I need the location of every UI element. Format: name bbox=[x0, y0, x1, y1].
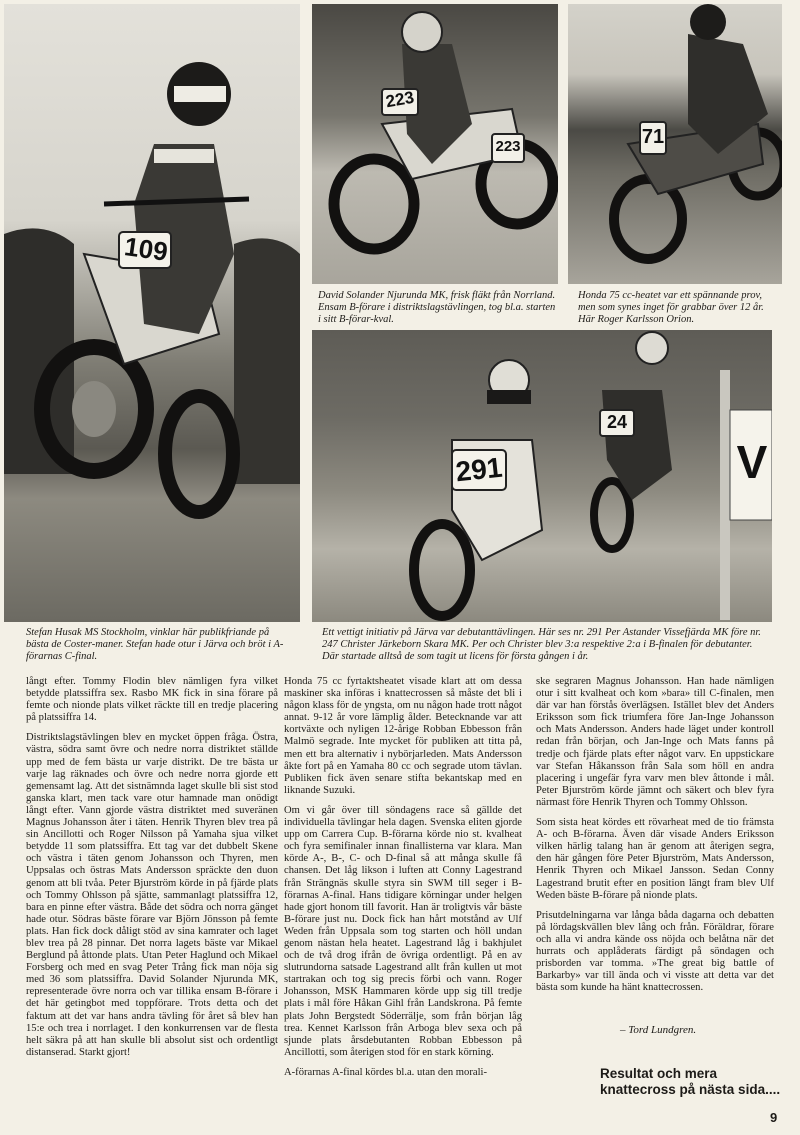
plate-223-number: 223 bbox=[384, 87, 416, 112]
caption-solander: David Solander Njurunda MK, frisk fläkt från Norrland. Ensam B-förare i distriktslagstävlingen, tog bl.a. starten i sitt B-förar-kval. bbox=[318, 290, 556, 325]
col2-paragraph: Om vi går över till söndagens race så gällde det individuella tävlingar hela dagen. Svenska eliten gjorde upp om Carrera Cup. B-förarna körde nio st. kvalheat och fyra semifinaler innan finallisterna var klara. Man körde A-, B-, C- och D-final så att många skulle få chansen. Det låg likson i luften att Conny Lagestrand från Strängnäs skulle styra sin SWM till seger i B-förarnas A-final. Hans tidigare körningar under helgen hade gjort honom till favorit. Han är troligtvis vår bäste B-förare just nu. Dock fick han hårt motstånd av Ulf Weden från Uppsala som tog starten och höll undan genom nästan hela heatet. Lagestrand låg i bakhjulet och de två drog ifrån de övriga ordentligt. På en av slutrundorna satsade Lagestrand allt från kullen ut mot startrakan och tog sig precis förbi och vann. Roger Johansson, MSK Hammaren körde upp sig till tredje plats i mål före Håkan Gihl från Landskrona. På femte plats John Bergstedt Söderrälje, som från början låg trea. Kennet Karlsson från Arboga blev sexa och på sjunde plats årsdebutanten Robban Ebbesson på Ancillotti, som återigen stod för en stark körning. bbox=[284, 804, 522, 1058]
plate-24-number: 24 bbox=[606, 412, 628, 432]
caption-honda: Honda 75 cc-heatet var ett spännande prov, men som synes inget för grabbar över 12 år. Här Roger Karlsson Orion. bbox=[578, 290, 764, 325]
page-number: 9 bbox=[770, 1110, 778, 1125]
plate-291-number: 291 bbox=[454, 451, 504, 488]
col3-paragraph: Prisutdelningarna var långa båda dagarna och debatten på lördagskvällen blev lång och från. Föräldrar, förare och alla vi andra kände oss nöjda och belåtna när det hurrats och applåderats färdigt på söndagen och prisborden var tomma. »The great big battle of Barkarby» var till ända och vi visste att detta var det bästa som kunde ha hänt knattecrossen. bbox=[536, 909, 774, 994]
photo-stefan-husak bbox=[4, 4, 300, 622]
author-signature: – Tord Lundgren. bbox=[620, 1024, 697, 1036]
riders-291-247-graphic bbox=[312, 330, 772, 622]
col1-paragraph: Distriktslagstävlingen blev en mycket öppen fråga. Östra, västra, södra samt övre och nedre norra distriktet ställde upp med de fem bästa ur varje distrikt. De tre bästa ur varje lag räknades och övre och nedre norra gjorde ett gemensamt lag. Att det sistnämnda laget skulle bli sist stod ganska klart, men tack vare otur hamnade man onödigt långt efter. Vann gjorde västra distriktet med suveränen Magnus Johansson åter i täten. Henrik Thyren blev trea på sin Ancillotti och Roger Nilsson på Yamaha sjua vilket betydde 11 som platssiffra. Ett tag var det dubbelt Skene och västra i täten genom Johansson och Thyren, men Uppsalas och östras Mats Andersson spräckte den duon genom att bli tvåa. Peter Bjurström körde in på fjärde plats och Tommy Ohlsson på sjätte, sammanlagt platssiffra 12, bara en pinne efter västra. Både det södra och norra gänget hade otur. Södras bäste förare var Björn Jönsson på femte plats. Han fick dock dåligt stöd av sina kamrater och laget blev trea på 28 pinnar. Det norra lagets bäste var Mikael Berglund på åttonde plats. Utan Peter Haglund och Mikael Forsberg och med en svag Peter Trång fick man nöja sig med 36 som platssiffra. David Solander Njurunda MK, representerade övre norra och var tillika ensam B-förare i det här getingbot med toppförare. Trots detta och det faktum att det var hans andra tävling för året så blev han 15:e och trea i norrlaget. I den konkurrensen var de flesta helt säkra på att han skulle bli absolut sist och ordentligt distanserad. Starkt gjort! bbox=[26, 732, 278, 1058]
caption-debut: Ett vettigt initiativ på Järva var debutanttävlingen. Här ses nr. 291 Per Astander Vissefjärda MK före nr. 247 Christer Järkeborn Skara MK. Per och Christer blev 3:a respektive 2:a i B-finalen för debutanter. Där startade alltså de som tagit ut licens för första gången i år. bbox=[322, 627, 761, 662]
caption-husak: Stefan Husak MS Stockholm, vinklar här publikfriande på bästa de Coster-maner. Stefan hade otur i Järva och bröt i A-förarnas C-final. bbox=[26, 627, 284, 662]
rider-jump-graphic bbox=[4, 4, 300, 622]
plate-71-number: 71 bbox=[641, 126, 665, 148]
photo-debutants bbox=[312, 330, 772, 622]
article-column-2 bbox=[284, 676, 522, 1087]
rider-karlsson-graphic bbox=[568, 4, 782, 284]
photo-honda-75 bbox=[568, 4, 782, 284]
col1-paragraph: långt efter. Tommy Flodin blev nämligen fyra vilket betydde platssiffra sex. Rasbo MK fick in sina förare på femte och nionde plats vilket räckte till en tredje placering på platssiffra 14. bbox=[26, 676, 278, 724]
col3-paragraph: ske segraren Magnus Johansson. Han hade nämligen otur i sitt kvalheat och kom »bara» till C-finalen, men där var han förstås överlägsen. Istället blev det Anders Eriksson som fick triumfera före Jan-Inge Johansson och Mats Andersson. Anders hade läget under kontroll redan från början, och Jan-Inge och Mats fanns på tredje och fjärde plats efter något varv. En uppstickare var Stefan Håkansson från Sala som höll en andra placering i ungefär fyra varv men blev åttonde i mål. Peter Bjurström körde jämnt och säkert och blev fyra närmast före Henrik Thyren och Tommy Ohlsson. bbox=[536, 676, 774, 808]
col3-paragraph: Som sista heat kördes ett rövarheat med de tio främsta A- och B-förarna. Även där visade Anders Eriksson vilken härlig talang han är genom att återigen segra, den här gången före Peter Bjurström, Mats Andersson, Henrik Thyren och Mikael Jansson. Sedan Conny Lagestrand brutit efter en position längt fram blev Ulf Weden bäste B-förare på nionde plats. bbox=[536, 817, 774, 901]
banner-letter: V bbox=[736, 436, 768, 488]
col2-paragraph: Honda 75 cc fyrtaktsheatet visade klart att om dessa maskiner ska införas i knattecrossen så måste det bli i någon klass för de yngsta, om nu någon hade trott något annat. 9-12 år vore lämplig ålder. Betecknande var att kortväxte och nyligen 12-årige Robban Ebbesson från Malmö segrade. Inte mycket för publiken att titta på, men ett bra alternativ i nybörjarleden. Mats Andersson åkte fort på en Yamaha 80 cc och segrade utom tävlan. Publiken fick även senare stifta bekantskap med en liknande Suzuki. bbox=[284, 676, 522, 796]
next-page-line-2: knattecross på nästa sida.... bbox=[600, 1082, 781, 1097]
photo-david-solander bbox=[312, 4, 558, 284]
article-column-1 bbox=[26, 676, 278, 1067]
col2-paragraph: A-förarnas A-final kördes bl.a. utan den morali- bbox=[284, 1066, 487, 1078]
plate-109-number: 109 bbox=[122, 231, 170, 267]
next-page-notice bbox=[600, 1066, 790, 1098]
next-page-line-1: Resultat och mera bbox=[600, 1066, 718, 1081]
plate-223-side-number: 223 bbox=[495, 138, 521, 155]
article-column-3 bbox=[536, 676, 774, 1002]
